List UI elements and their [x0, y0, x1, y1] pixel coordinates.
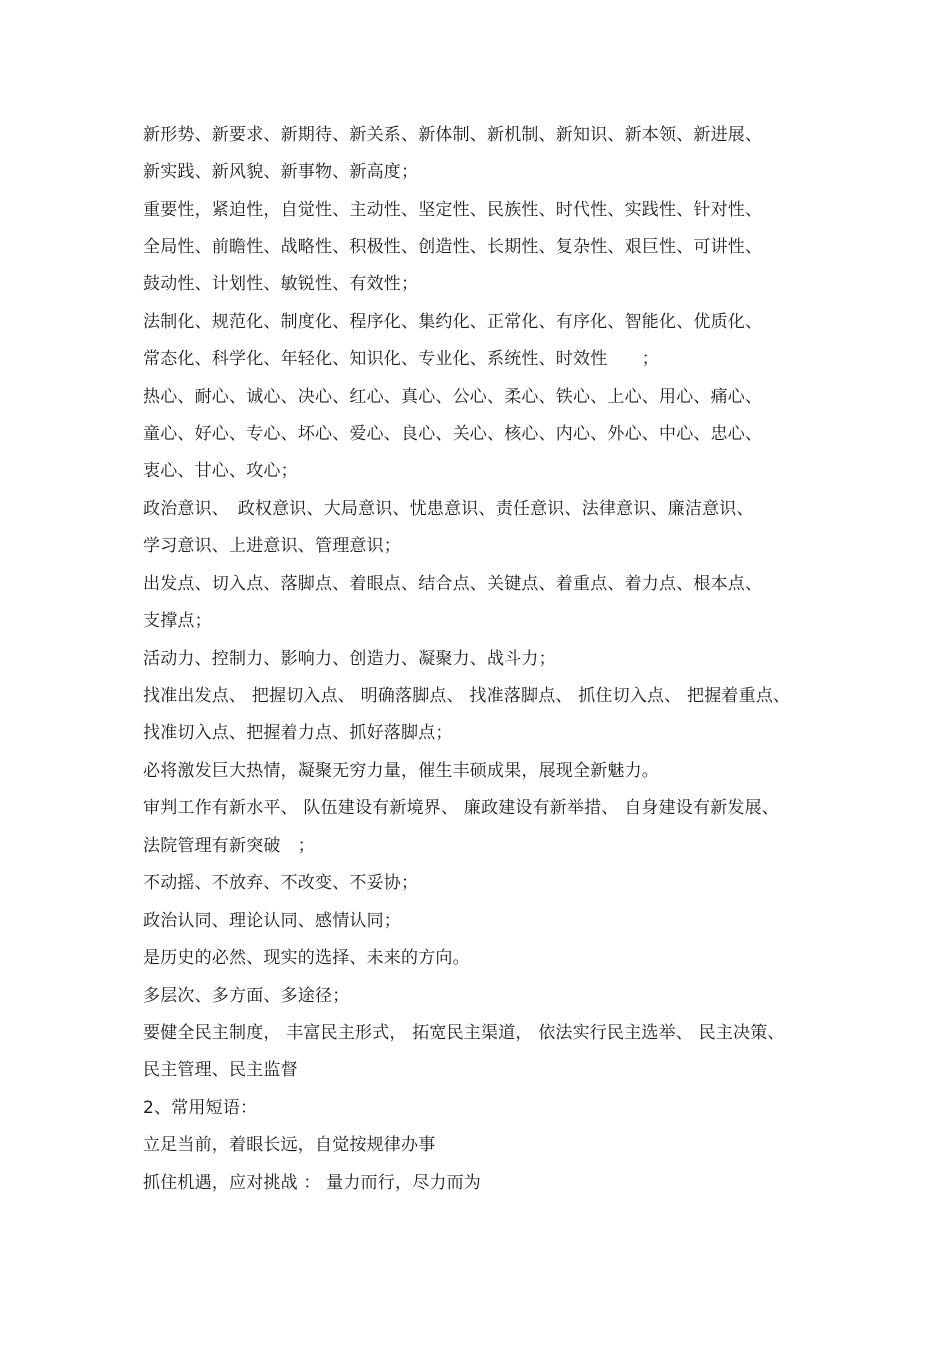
- text-line: 学习意识、上进意识、管理意识；: [143, 536, 401, 556]
- text-line: 民主管理、民主监督: [143, 1060, 298, 1080]
- text-line: 审判工作有新水平、 队伍建设有新境界、 廉政建设有新举措、 自身建设有新发展、: [143, 798, 780, 818]
- text-line: 法制化、规范化、制度化、程序化、集约化、正常化、有序化、智能化、优质化、: [143, 312, 763, 332]
- text-line: 鼓动性、计划性、敏锐性、有效性；: [143, 274, 419, 294]
- text-line: 是历史的必然、现实的选择、未来的方向。: [143, 948, 470, 968]
- text-line: 要健全民主制度， 丰富民主形式， 拓宽民主渠道， 依法实行民主选举、 民主决策、: [143, 1023, 785, 1043]
- text-line: 不动摇、不放弃、不改变、不妥协；: [143, 873, 419, 893]
- text-line: 找准出发点、 把握切入点、 明确落脚点、 找准落脚点、 抓住切入点、 把握着重点、: [143, 686, 791, 706]
- text-line: 常态化、科学化、年轻化、知识化、专业化、系统性、时效性 ；: [143, 349, 659, 369]
- text-line: 抓住机遇，应对挑战 ： 量力而行，尽力而为: [143, 1173, 482, 1193]
- text-line: 全局性、前瞻性、战略性、积极性、创造性、长期性、复杂性、艰巨性、可讲性、: [143, 237, 763, 257]
- text-line: 找准切入点、把握着力点、抓好落脚点；: [143, 723, 453, 743]
- text-line: 童心、好心、专心、坏心、爱心、良心、关心、核心、内心、外心、中心、忠心、: [143, 424, 763, 444]
- section-heading: 2、常用短语：: [143, 1098, 258, 1118]
- text-line: 热心、耐心、诚心、决心、红心、真心、公心、柔心、铁心、上心、用心、痛心、: [143, 387, 763, 407]
- text-line: 法院管理有新突破 ；: [143, 836, 315, 856]
- text-line: 新形势、新要求、新期待、新关系、新体制、新机制、新知识、新本领、新进展、: [143, 125, 763, 145]
- text-line: 新实践、新风貌、新事物、新高度；: [143, 162, 419, 182]
- text-line: 多层次、多方面、多途径；: [143, 986, 350, 1006]
- text-line: 衷心、甘心、攻心；: [143, 461, 298, 481]
- text-line: 重要性，紧迫性，自觉性、主动性、坚定性、民族性、时代性、实践性、针对性、: [143, 200, 763, 220]
- text-line: 必将激发巨大热情，凝聚无穷力量，催生丰硕成果，展现全新魅力。: [143, 761, 659, 781]
- text-line: 活动力、控制力、影响力、创造力、凝聚力、战斗力；: [143, 649, 556, 669]
- text-line: 出发点、切入点、落脚点、着眼点、结合点、关键点、着重点、着力点、根本点、: [143, 574, 763, 594]
- text-line: 立足当前，着眼长远，自觉按规律办事: [143, 1135, 436, 1155]
- text-line: 政治意识、 政权意识、大局意识、忧患意识、责任意识、法律意识、廉洁意识、: [143, 499, 754, 519]
- text-line: 政治认同、理论认同、感情认同；: [143, 911, 401, 931]
- text-line: 支撑点；: [143, 611, 212, 631]
